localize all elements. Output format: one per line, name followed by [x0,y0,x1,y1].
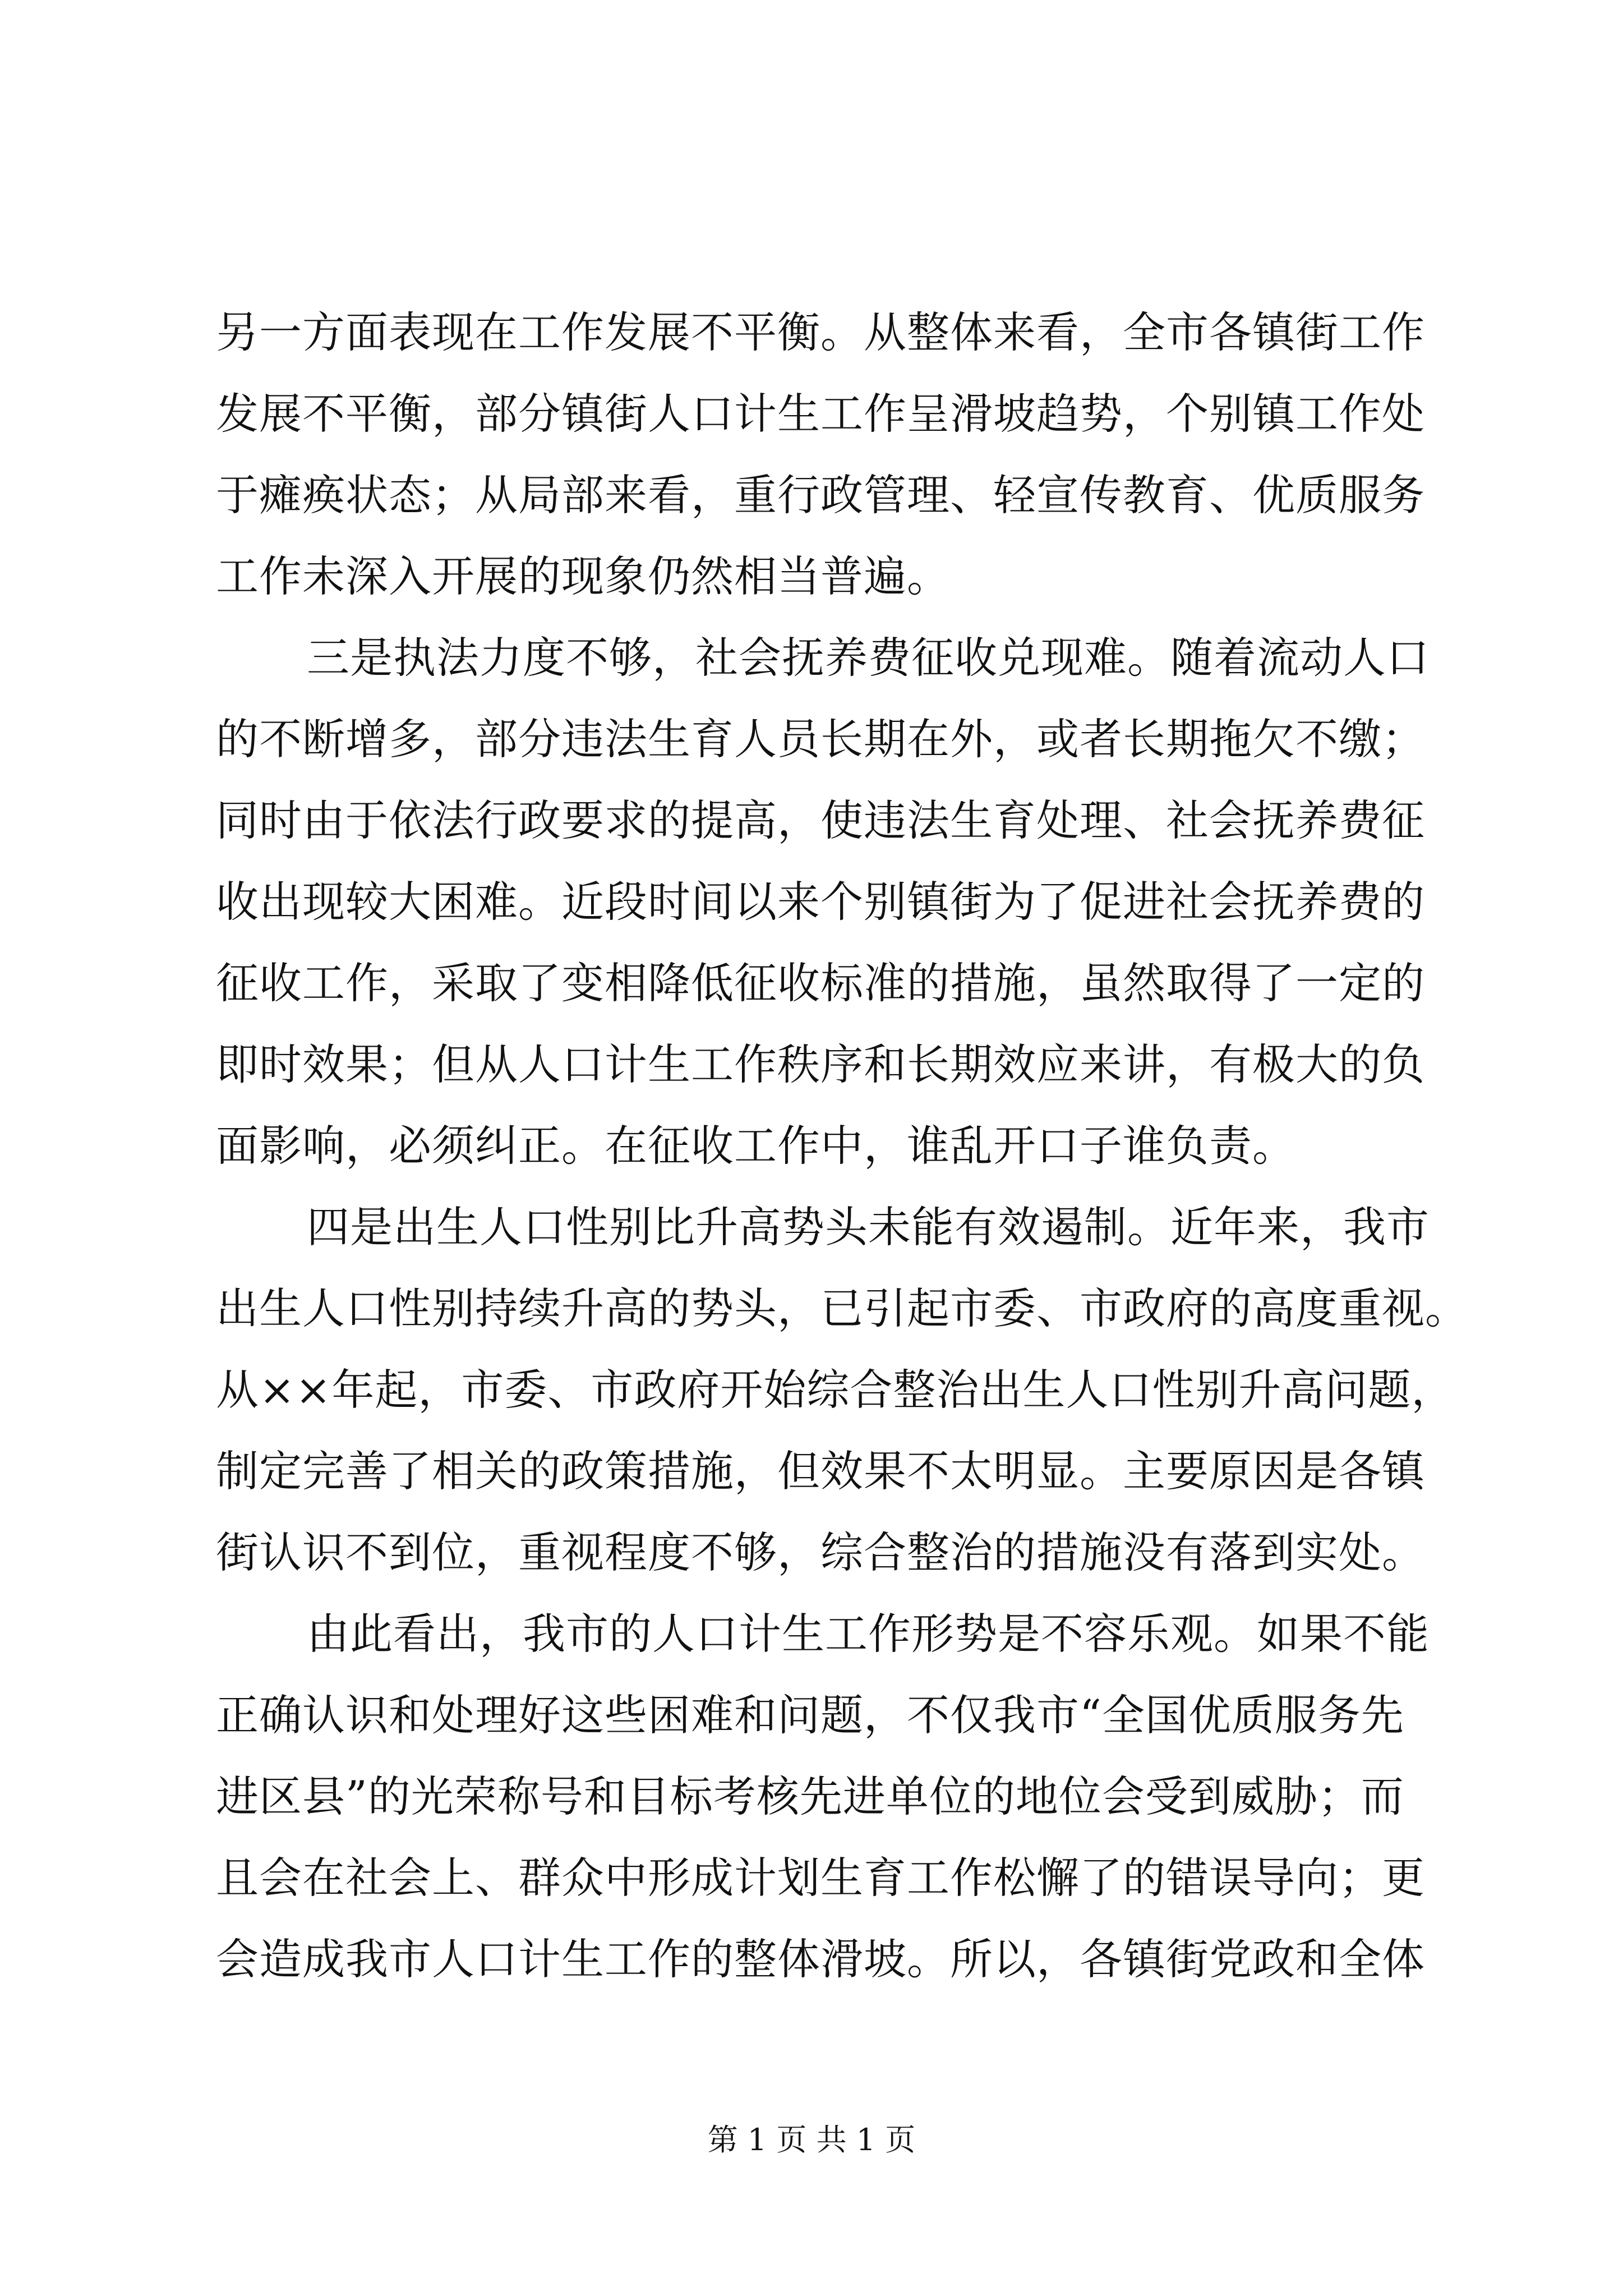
text-line: 从××年起，市委、市政府开始综合整治出生人口性别升高问题， [216,1365,1455,1415]
text-line: 发展不平衡，部分镇街人口计生工作呈滑坡趋势，个别镇工作处 [216,389,1425,439]
text-line: 的不断增多，部分违法生育人员长期在外，或者长期拖欠不缴； [216,714,1425,764]
text-line: 街认识不到位，重视程度不够，综合整治的措施没有落到实处。 [216,1527,1425,1577]
text-line: 工作未深入开展的现象仍然相当普遍。 [216,551,950,601]
text-line: 出生人口性别持续升高的势头，已引起市委、市政府的高度重视。 [216,1283,1468,1333]
text-line: 收出现较大困难。近段时间以来个别镇街为了促进社会抚养费的 [216,877,1425,927]
paragraph-start-line: 由此看出，我市的人口计生工作形势是不容乐观。如果不能 [307,1609,1430,1659]
text-line: 征收工作，采取了变相降低征收标准的措施，虽然取得了一定的 [216,958,1425,1008]
text-line: 会造成我市人口计生工作的整体滑坡。所以，各镇街党政和全体 [216,1934,1425,1984]
paragraph-start-line: 三是执法力度不够，社会抚养费征收兑现难。随着流动人口 [307,633,1430,683]
text-line: 另一方面表现在工作发展不平衡。从整体来看，全市各镇街工作 [216,307,1425,357]
text-line: 制定完善了相关的政策措施，但效果不太明显。主要原因是各镇 [216,1446,1425,1496]
text-line: 进区县”的光荣称号和目标考核先进单位的地位会受到威胁；而 [216,1772,1404,1821]
text-line: 正确认识和处理好这些困难和问题，不仅我市“全国优质服务先 [216,1690,1404,1740]
text-line: 于瘫痪状态；从局部来看，重行政管理、轻宣传教育、优质服务 [216,470,1425,520]
document-body [216,292,1468,2000]
text-line: 且会在社会上、群众中形成计划生育工作松懈了的错误导向；更 [216,1853,1425,1903]
page-number-footer: 第 1 页 共 1 页 [707,2122,916,2157]
text-line: 即时效果；但从人口计生工作秩序和长期效应来讲，有极大的负 [216,1039,1425,1089]
paragraph-start-line: 四是出生人口性别比升高势头未能有效遏制。近年来，我市 [307,1202,1430,1252]
text-line: 面影响，必须纠正。在征收工作中，谁乱开口子谁负责。 [216,1121,1295,1171]
text-line: 同时由于依法行政要求的提高，使违法生育处理、社会抚养费征 [216,795,1425,845]
